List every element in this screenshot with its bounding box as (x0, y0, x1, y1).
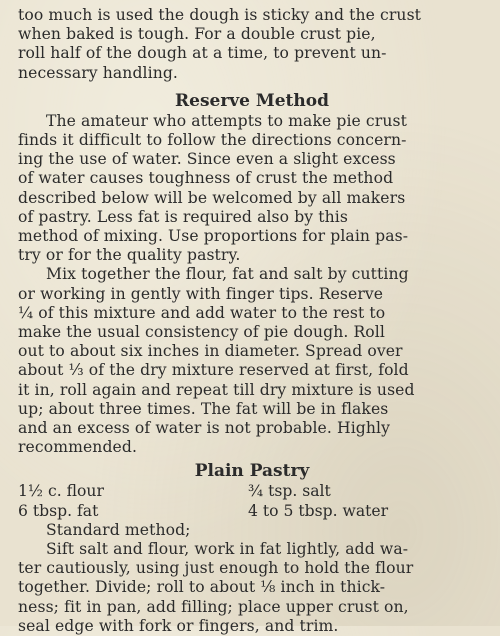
ingredient-row (18, 482, 486, 501)
text-line: of pastry. Less fat is required also by this (18, 207, 348, 226)
reserve-paragraph-2 (18, 265, 486, 457)
standard-method-note: Standard method; (46, 520, 191, 539)
heading-reserve-method: Reserve Method (175, 90, 329, 111)
ingredients-list (18, 482, 486, 520)
text-line: out to about six inches in diameter. Spread over (18, 342, 403, 361)
text-line: up; about three times. The fat will be in flakes (18, 399, 389, 418)
text-line: seal edge with fork or fingers, and trim. (18, 616, 339, 635)
text-line: of water causes toughness of crust the method (18, 169, 394, 188)
text-line: too much is used the dough is sticky and the crust (18, 6, 422, 24)
text-line: ing the use of water. Since even a slight excess (18, 150, 396, 169)
text-line: recommended. (18, 438, 137, 457)
text-line: ness; fit in pan, add filling; place upper crust on, (18, 597, 409, 616)
text-line: about ⅓ of the dry mixture reserved at first, fold (18, 361, 409, 380)
text-line: The amateur who attempts to make pie crust (46, 111, 407, 130)
ingredient-left: 1½ c. flour (18, 482, 104, 501)
text-line: method of mixing. Use proportions for plain pas- (18, 227, 409, 246)
text-line: try or for the quality pastry. (18, 246, 241, 265)
ingredient-right: ¾ tsp. salt (248, 482, 331, 501)
text-line: finds it difficult to follow the directions concern- (18, 131, 407, 150)
heading-plain-pastry: Plain Pastry (194, 461, 310, 482)
text-line: described below will be welcomed by all makers (18, 188, 406, 207)
text-line: or working in gently with finger tips. Reserve (18, 284, 384, 303)
text-line: Sift salt and flour, work in fat lightly, add wa- (46, 540, 409, 559)
text-line: and an excess of water is not probable. Highly (18, 419, 391, 438)
text-line: Mix together the flour, fat and salt by cutting (46, 265, 409, 284)
text-line: roll half of the dough at a time, to prevent un- (18, 44, 387, 63)
plain-method-paragraph (18, 540, 486, 636)
ingredient-left: 6 tbsp. fat (18, 501, 99, 520)
text-line: ter cautiously, using just enough to hold the flour (18, 559, 414, 578)
reserve-paragraph-1 (18, 112, 486, 266)
ingredient-row (18, 502, 486, 521)
text-line: when baked is tough. For a double crust pie, (18, 25, 376, 44)
text-line: it in, roll again and repeat till dry mixture is used (18, 380, 415, 399)
text-line: ¼ of this mixture and add water to the rest to (18, 303, 386, 322)
text-line: necessary handling. (18, 63, 178, 82)
ingredient-right: 4 to 5 tbsp. water (248, 501, 389, 520)
text-line: make the usual consistency of pie dough. Roll (18, 323, 385, 342)
intro-paragraph (18, 6, 486, 83)
text-line: together. Divide; roll to about ⅛ inch in thick- (18, 578, 386, 597)
